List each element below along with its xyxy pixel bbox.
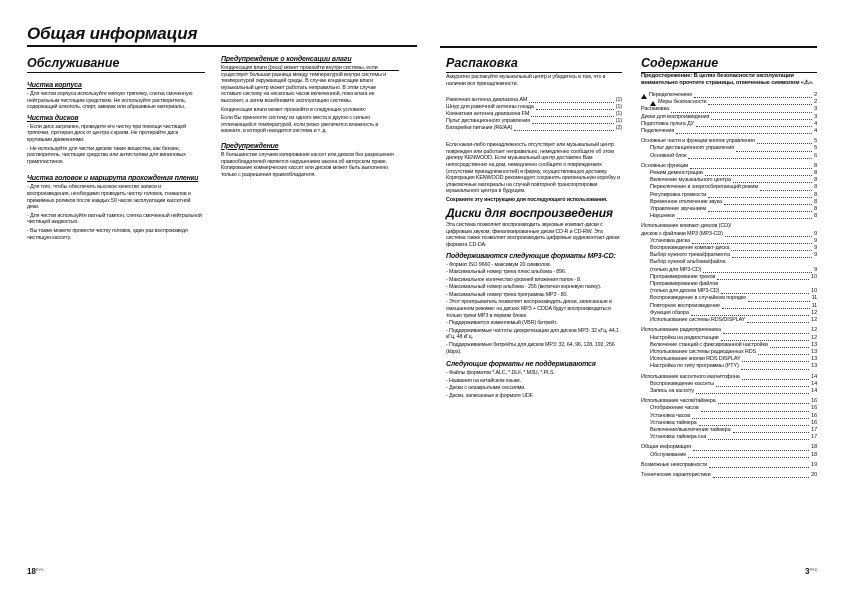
dot-leader (693, 450, 809, 451)
dot-leader (718, 403, 810, 404)
toc-entry (641, 145, 817, 152)
row-label: Повторное воспроизведение (650, 302, 720, 309)
page-number-left (27, 567, 44, 576)
toc-entry (641, 213, 817, 220)
toc-entry (641, 245, 817, 252)
row-page: (1) (615, 97, 622, 104)
row-page: 3 (814, 106, 817, 113)
row-label: Основные части и функции кнопок управления (641, 138, 755, 145)
toc-entry (641, 310, 817, 317)
row-page: (1) (615, 118, 622, 125)
dot-leader (688, 457, 809, 458)
row-label: Выбор нужного трека/фрагмента (650, 252, 730, 259)
row-page: 8 (814, 170, 817, 177)
dot-leader (757, 143, 812, 144)
row-label: Настройка по типу программы (PTY) (650, 363, 739, 370)
row-page: 11 (811, 295, 817, 302)
heading-supported: Поддерживаются следующие форматы MP3-CD: (446, 252, 616, 260)
row-page: 9 (814, 266, 817, 273)
dot-leader (722, 308, 810, 309)
toc-entry (641, 223, 817, 230)
toc-entry (641, 398, 817, 405)
row-label: Выбор нужной альбома/файла (650, 259, 726, 266)
list-item: - Поддерживаемые битрейты для дисков MP3: 32, 64, 96, 128, 192, 256 (kbps). (446, 342, 615, 355)
dot-leader (531, 116, 613, 117)
row-page: 19 (811, 461, 817, 468)
accessory-item (446, 111, 622, 118)
toc-entry (641, 163, 817, 170)
heading-head-cleaning: Чистка головок и маршрута прохождения пленки (27, 175, 199, 183)
paragraph: - Для того, чтобы обеспечить высокое качество записи и воспроизведения, необходимо проводить чистку головок, тонвалов и прижимных роликов после каждых 50 часов эксплуатации кассетной деки. (27, 184, 191, 211)
row-label: Батарейки питания (R6/AA) (446, 125, 513, 132)
heading-condensation: Предупреждение о конденсации влаги (221, 56, 352, 63)
dot-leader (677, 218, 813, 219)
row-page: 8 (814, 184, 817, 191)
unsupported-list (446, 370, 622, 399)
dot-leader (709, 467, 809, 468)
dot-leader (742, 379, 810, 380)
dot-leader (716, 386, 809, 387)
toc-entry (641, 281, 817, 288)
row-label: Регулировка громкости (650, 191, 707, 198)
heading-disc-cleaning: Чистка дисков (27, 114, 79, 122)
row-label: Запись на кассету (650, 387, 694, 394)
paragraph: - Для чистки используйте ватный тампон, слегка смоченный нейтральной чистящей жидкостью. (27, 212, 202, 226)
toc-list (641, 92, 817, 479)
heading-case-cleaning: Чистка корпуса (27, 82, 82, 89)
page-title: Общая информация (27, 24, 198, 43)
row-page: 11 (811, 302, 817, 309)
list-item: - Максимальный номер трека программы MP3 - 80. (446, 291, 568, 298)
dot-leader (692, 243, 812, 244)
row-page: 5 (814, 145, 817, 152)
accessory-item (446, 104, 622, 111)
paragraph: Аккуратно распакуйте музыкальный центр и убедитесь в том, что в наличии все принадлежности. (446, 74, 606, 87)
paragraph: Если Вы принесете систему из одного места в другое с сильно отличающейся температурой, если резко увеличится влажность в комнате, в которой находится система и т. д. (221, 115, 379, 135)
toc-entry (641, 420, 817, 427)
row-label: Рамочная антенна диапазона AM (446, 97, 528, 104)
supported-list (446, 262, 622, 356)
dot-leader (676, 133, 812, 134)
dot-leader (741, 369, 809, 370)
row-label: Использование компакт-дисков (CD)/ (641, 223, 732, 230)
toc-entry (641, 274, 817, 281)
dot-leader (696, 126, 812, 127)
row-page: 8 (814, 198, 817, 205)
row-page: 10 (811, 273, 817, 280)
dot-leader (708, 104, 812, 105)
row-page: (1) (615, 111, 622, 118)
toc-entry (641, 452, 817, 459)
row-label: Пульт дистанционного управления (446, 118, 531, 125)
row-page: 9 (814, 230, 817, 237)
dot-leader (724, 204, 812, 205)
dot-leader (708, 439, 809, 440)
dot-leader (701, 411, 810, 412)
paragraph: В большинстве случаев копирование кассет или дисков без разрешения правообладателей является нарушением закона об авторском праве. Копирование коммерческих кассет или дисков может быть выполнено только с разрешения правообладателя. (221, 151, 394, 178)
dot-leader (696, 393, 809, 394)
row-page: 13 (811, 363, 817, 370)
toc-entry (641, 381, 817, 388)
section-title-discs: Диски для воспроизведения (446, 205, 613, 220)
toc-entry (641, 462, 817, 469)
row-label: Включение/выключение таймера (650, 426, 731, 433)
page-number: 3 (805, 567, 810, 576)
list-item: - Диски с незакрытыми сессиями. (446, 385, 526, 392)
row-label: Установка часов (650, 412, 690, 419)
row-label: Использование кассетного магнитофона (641, 373, 740, 380)
dot-leader (731, 250, 812, 251)
toc-entry (641, 206, 817, 213)
dot-leader (514, 130, 613, 131)
page-header (27, 21, 417, 47)
row-page: 4 (814, 120, 817, 127)
dot-leader (694, 97, 812, 98)
row-page: 13 (811, 348, 817, 355)
toc-entry (641, 335, 817, 342)
toc-entry (641, 317, 817, 324)
row-label: Наушники (650, 213, 675, 220)
row-page: (2) (615, 125, 622, 132)
row-page: 17 (811, 426, 817, 433)
row-page: 12 (811, 334, 817, 341)
row-label: Меры безопасности (658, 99, 707, 106)
row-label: Подготовка пульта ДУ (641, 120, 695, 127)
row-label: Использование радиоприемника (641, 327, 721, 334)
row-page: 16 (811, 419, 817, 426)
paragraph: Конденсация влаги (роса) может произойти внутри системы, если существует большая разница между температурой внутри системы и температурой окружающей среды. В случае конденсации влаги музыкальный центр может работать неправильно. В этом случае оставьте систему на несколько часов включенной, пока влага не высохнет, а затем возобновите эксплуатацию системы. (221, 65, 387, 104)
row-label: Основной блок (650, 152, 687, 159)
dot-leader (708, 197, 812, 198)
list-item: - Файлы форматов *.ALC, *.DLF, *.M3U, *.PLS. (446, 370, 555, 377)
toc-entry (641, 170, 817, 177)
maintenance-column (27, 78, 203, 243)
dot-leader (692, 418, 809, 419)
row-page: 8 (814, 213, 817, 220)
paragraph: - Не используйте для чистки дисков такие вещества, как бензин, растворитель, чистящие средства или антистатики для виниловых грампластинок. (27, 145, 186, 165)
row-page: 6 (814, 152, 817, 159)
toc-entry (641, 259, 817, 266)
row-label: Основные функции (641, 162, 689, 169)
row-label: Воспроизведение в случайном порядке (650, 295, 746, 302)
list-item: - Поддерживаемые частоты дискретизации для дисков MP3: 32 кГц, 44,1 кГц, 48 кГц. (446, 327, 619, 341)
header-rule (440, 46, 817, 48)
row-label: Шнур для рамочной антенны гнезда (446, 104, 534, 111)
dot-leader (760, 190, 812, 191)
row-label: Возможные неисправности (641, 461, 708, 468)
paragraph-bold: Сохраните эту инструкцию для последующего использования. (446, 196, 608, 203)
dot-leader (713, 477, 810, 478)
toc-entry (641, 192, 817, 199)
dot-leader (770, 347, 810, 348)
row-page: 2 (814, 92, 817, 98)
dot-leader (536, 109, 614, 110)
toc-entry (641, 434, 817, 441)
dot-leader (721, 340, 810, 341)
row-label: Программирование файлов (650, 281, 719, 288)
dot-leader (717, 279, 809, 280)
toc-entry (641, 388, 817, 395)
heading-warning: Предупреждение (221, 142, 279, 150)
dot-leader (699, 425, 810, 426)
language-tag: РУС (809, 567, 818, 572)
row-label: Передключением (649, 92, 692, 98)
accessory-item (446, 125, 622, 132)
paragraph: Эта система позволяет воспроизводить звуковые компакт-диски с цифровым звуком, финализированные диски CD-R и CD-RW. Эта система также позволяет воспроизводить цифровые аудиоконтакт-диски формата CD-DA. (446, 222, 620, 248)
list-item: - Формат ISO 9660 - максимум 20 символов. (446, 261, 551, 268)
dot-leader (691, 315, 809, 316)
row-label: Включение музыкального центра (650, 177, 731, 184)
heading-unsupported: Следующие форматы не поддерживаются (446, 361, 596, 369)
dot-leader (733, 432, 810, 433)
table-of-contents (641, 73, 817, 479)
row-label: Использование часов/таймера (641, 398, 716, 405)
toc-entry (641, 99, 817, 106)
row-page: 14 (811, 380, 817, 387)
unpacking-column (446, 74, 622, 401)
row-label: Программирование треков (650, 273, 716, 280)
toc-entry (641, 295, 817, 302)
toc-entry (641, 106, 817, 113)
list-item: - Максимальный номер альбома - 256 (включая корневую папку). (446, 284, 602, 291)
row-page: 9 (814, 237, 817, 244)
row-label: Обслуживание (650, 451, 687, 458)
dot-leader (723, 333, 809, 334)
row-label: дисков с файлами MP3 (MP3-CD) (641, 230, 723, 237)
row-page: 16 (811, 398, 817, 405)
row-page: 17 (811, 434, 817, 441)
row-page: 3 (814, 113, 817, 120)
dot-leader (736, 151, 812, 152)
toc-entry (641, 303, 817, 310)
row-page: 4 (814, 128, 817, 135)
row-label: Установка диска (650, 237, 690, 244)
dot-leader (688, 158, 812, 159)
toc-entry (641, 363, 817, 370)
paragraph: Если какая-либо принадлежность отсутствует или музыкальный центр поврежден или работает неправильно, немедленно сообщите об этом дилеру KENWOOD. Если музыкальный центр доставлен Вам непосредственно на дом, немедленно сообщите о повреждениях (отсутствии принадлежностей) в фирму, осуществлявшую доставку. Корпорация KENWOOD рекомендует сохранять оригинальную коробку и упаковочные материалы на случай повторной транспортировки музыкального центра в будущем. (446, 142, 621, 195)
dot-leader (711, 119, 812, 120)
row-page: 12 (811, 309, 817, 316)
toc-entry (641, 121, 817, 128)
toc-entry (641, 231, 817, 238)
toc-entry (641, 114, 817, 121)
toc-entry (641, 128, 817, 135)
row-label: Временное отключение звука (650, 198, 722, 205)
toc-entry (641, 184, 817, 191)
row-page: 20 (811, 471, 817, 478)
row-page: (1) (615, 104, 622, 111)
row-page: 16 (811, 405, 817, 412)
row-page: 12 (811, 317, 817, 324)
dot-leader (708, 211, 812, 212)
dot-leader (725, 236, 812, 237)
row-page: 9 (814, 252, 817, 259)
row-label: Управление звучанием (650, 206, 707, 213)
section-title-unpacking: Распаковка (446, 56, 622, 73)
row-page: 12 (811, 327, 817, 334)
toc-entry (641, 405, 817, 412)
toc-entry (641, 92, 817, 99)
row-label: Диски для воспроизведения (641, 113, 710, 120)
paragraph: - Для чистки корпуса используйте мягкую тряпочку, слегка смоченную нейтральным чистящим средством. Не используйте растворитель, содержащий алкоголь, спирт, аммиак или абразивные материалы. (27, 91, 193, 111)
row-page: 2 (814, 99, 817, 106)
row-label: Подключения (641, 128, 675, 135)
row-page: 18 (811, 451, 817, 458)
toc-entry (641, 199, 817, 206)
row-page: 14 (811, 387, 817, 394)
list-item: - Максимальное количество уровней вложения папок - 8. (446, 276, 582, 283)
dot-leader (529, 102, 613, 103)
language-tag: РУС (35, 567, 44, 572)
list-item: - Названия на китайском языке. (446, 377, 522, 384)
dot-leader (705, 175, 812, 176)
list-item: - Максимальный номер трека плюс альбома - 896. (446, 269, 567, 276)
row-page: 8 (814, 177, 817, 184)
row-label: Технические характеристики (641, 471, 711, 478)
row-page: 10 (811, 288, 817, 295)
dot-leader (732, 257, 812, 258)
toc-entry (641, 444, 817, 451)
dot-leader (703, 272, 812, 273)
row-label: Общая информация (641, 444, 691, 451)
row-label: Воспроизведение компакт-диска (650, 245, 730, 252)
toc-entry (641, 374, 817, 381)
list-item: - Диски, записанные в формате UDF. (446, 393, 534, 399)
row-label: Пульт дистанционного управления (650, 145, 735, 152)
toc-entry (641, 238, 817, 245)
page-number: 18 (27, 567, 36, 576)
list-item: - Этот проигрыватель позволяет воспроизводить диски, записанные в смешанном режиме: на дисках MP3 + CDDA будут воспроизводиться только треки MP3 в первом блоке. (446, 299, 612, 319)
warning-icon (641, 94, 647, 99)
row-label: Включение станций с фиксированной настройки (650, 341, 768, 348)
paragraph: - Если диск загрязнен, проведите его чистку при помощи чистящей тряпочки, протирая диск от центра к краям. Не протирайте диск круговыми движениями. (27, 123, 187, 143)
row-label: Распаковка (641, 106, 669, 113)
row-label: Функция обзора (650, 309, 689, 316)
section-title-contents: Содержание (641, 56, 817, 73)
row-page: 13 (811, 356, 817, 363)
dot-leader (742, 361, 809, 362)
row-page: 8 (814, 206, 817, 213)
page-number-right (805, 567, 817, 576)
condensation-column (221, 56, 397, 180)
toc-warning: Предостережение: В целях безопасности эксплуатации внимательно прочтите страницы, отмеченные символом «⚠». (641, 73, 814, 86)
row-label: Использование системы RDS/DISPLAY (650, 317, 746, 324)
dot-leader (748, 301, 810, 302)
toc-entry (641, 138, 817, 145)
paragraph: Конденсация влаги может произойти в следующих условиях: (221, 106, 367, 113)
toc-entry (641, 413, 817, 420)
row-label: Использование системы радиоданных RDS (650, 348, 757, 355)
list-item: - Поддерживается изменяемый (VBR) битрейт. (446, 320, 558, 327)
paragraph: - Вы также можете провести чистку головок, один раз воспроизведя чистящую кассету. (27, 227, 188, 241)
toc-entry (641, 472, 817, 479)
row-label: Использование кнопки RDS DISPLAY (650, 356, 741, 363)
row-label: (только для MP3-CD) (650, 266, 702, 273)
dot-leader (532, 123, 614, 124)
accessory-list (446, 97, 622, 132)
section-title-maintenance: Обслуживание (27, 56, 205, 73)
row-page: 9 (814, 245, 817, 252)
row-page: 14 (811, 373, 817, 380)
row-label: Установка таймера (650, 419, 697, 426)
row-page: 16 (811, 412, 817, 419)
row-label: Отображение часов (650, 405, 699, 412)
row-label: Настройка на радиостанции (650, 334, 719, 341)
row-label: Комнатная антенна диапазона FM (446, 111, 530, 118)
toc-entry (641, 153, 817, 160)
row-label: Установка таймера сна (650, 434, 707, 441)
row-page: 8 (814, 162, 817, 169)
row-label: Воспроизведение кассеты (650, 380, 714, 387)
toc-entry (641, 342, 817, 349)
row-label: Режим демонстрации (650, 170, 703, 177)
row-page: 18 (811, 444, 817, 451)
row-page: 8 (814, 191, 817, 198)
row-label: Переключение в энергосберегающий режим (650, 184, 758, 191)
toc-entry (641, 267, 817, 274)
dot-leader (671, 112, 812, 113)
row-page: 13 (811, 341, 817, 348)
row-page: 5 (814, 138, 817, 145)
dot-leader (747, 322, 809, 323)
dot-leader (758, 354, 809, 355)
toc-entry (641, 327, 817, 334)
toc-entry (641, 349, 817, 356)
row-label: (только для дисков MP3-CD) (650, 288, 720, 295)
dot-leader (690, 168, 812, 169)
